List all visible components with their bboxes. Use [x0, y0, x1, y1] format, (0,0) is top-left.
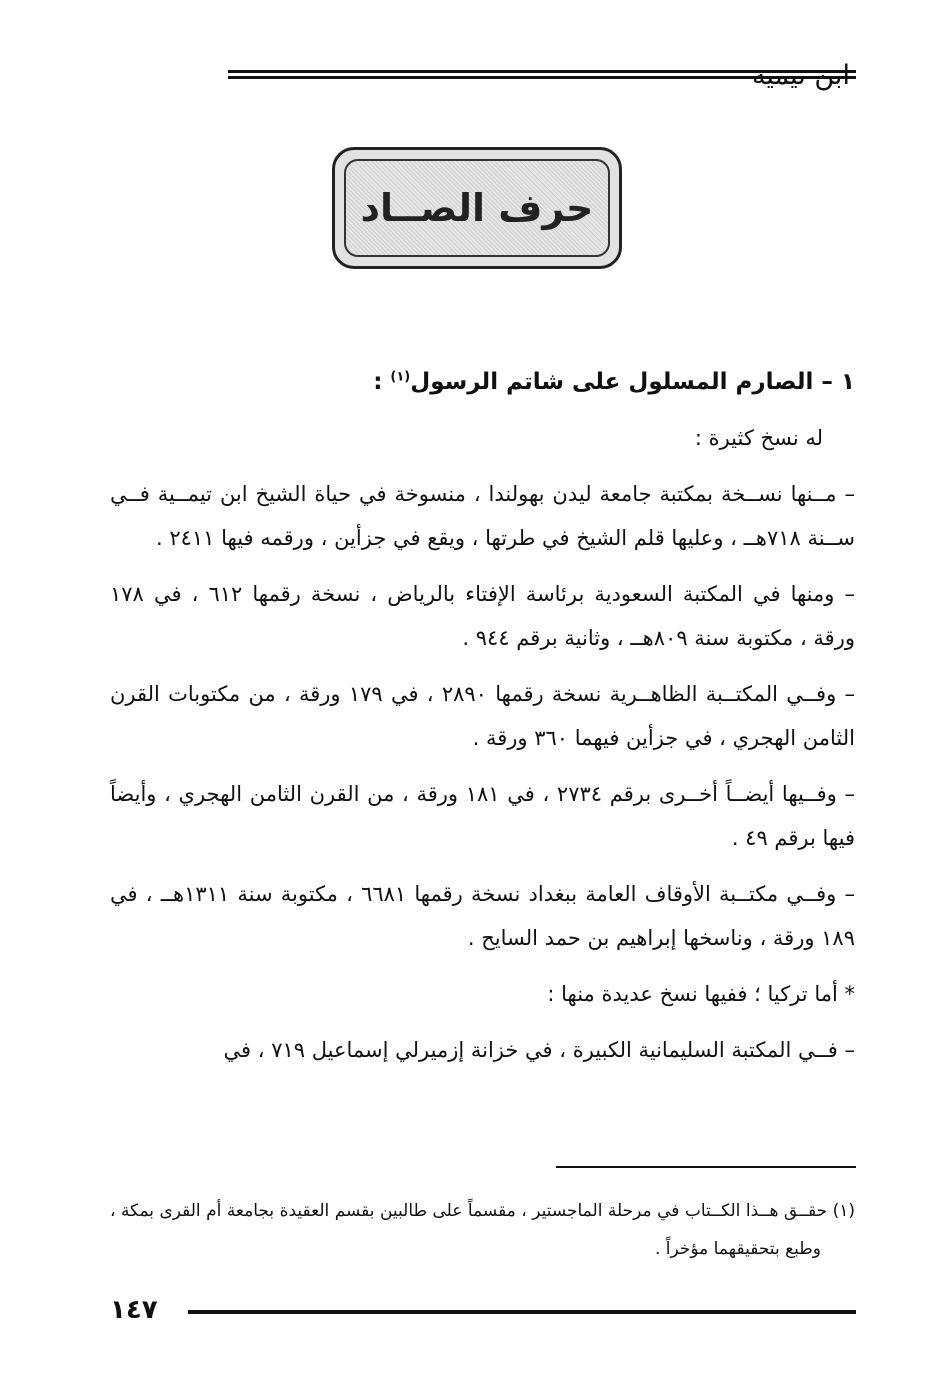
entry-heading	[110, 360, 855, 404]
page-header	[110, 58, 850, 98]
footer-rule	[188, 1310, 856, 1314]
footnote-separator	[556, 1166, 856, 1168]
chapter-title: حرف الصــاد	[360, 186, 594, 230]
entry-heading-colon: :	[373, 369, 391, 395]
footnote-reference: (١)	[390, 369, 411, 385]
footnote	[110, 1192, 855, 1268]
header-double-rule	[228, 70, 856, 79]
footnote-text: (١) حقــق هــذا الكــتاب في مرحلة الماجستير ، مقسماً على طالبين بقسم العقيدة بجامعة أم القرى بمكة ، وطبع بتحقيقهما مؤخراً .	[110, 1201, 855, 1259]
page-number: ١٤٧	[110, 1295, 158, 1325]
paragraph-zahiriyya: – وفــي المكتــبة الظاهــرية نسخة رقمها ٢٨٩٠ ، في ١٧٩ ورقة ، من مكتوبات القرن الثامن الهجري ، في جزأين فيهما ٣٦٠ ورقة .	[110, 682, 855, 750]
main-text	[110, 360, 855, 1084]
chapter-title-inner-frame	[344, 159, 610, 257]
running-title: ابن تيمية	[751, 60, 850, 91]
chapter-title-frame	[332, 147, 622, 269]
paragraph-baghdad: – وفــي مكتــبة الأوقاف العامة ببغداد نسخة رقمها ٦٦٨١ ، مكتوبة سنة ١٣١١هــ ، في ١٨٩ ورقة ، وناسخها إبراهيم بن حمد السايح .	[110, 882, 855, 950]
paragraph-leiden: – مــنها نســخة بمكتبة جامعة ليدن بهولندا ، منسوخة في حياة الشيخ ابن تيمــية فــي ســنة ٧١٨هــ ، وعليها قلم الشيخ في طرتها ، ويقع في جزأين ، ورقمه فيها ٢٤١١ .	[110, 482, 855, 550]
paragraph-riyadh: – ومنها في المكتبة السعودية برئاسة الإفتاء بالرياض ، نسخة رقمها ٦١٢ ، في ١٧٨ ورقة ، مكتوبة سنة ٨٠٩هــ ، وثانية برقم ٩٤٤ .	[110, 582, 855, 650]
page-footer	[110, 1292, 856, 1332]
entry-intro: له نسخ كثيرة :	[694, 426, 823, 450]
paragraph-turkey: * أما تركيا ؛ ففيها نسخ عديدة منها :	[547, 982, 855, 1006]
entry-heading-text: ١ – الصارم المسلول على شاتم الرسول	[410, 369, 855, 395]
paragraph-sulaymaniyya: – فــي المكتبة السليمانية الكبيرة ، في خزانة إزميرلي إسماعيل ٧١٩ ، في	[223, 1038, 855, 1062]
paragraph-zahiriyya-second: – وفــيها أيضــاً أخــرى برقم ٢٧٣٤ ، في ١٨١ ورقة ، من القرن الثامن الهجري ، وأيضاً فيها برقم ٤٩ .	[110, 782, 855, 850]
